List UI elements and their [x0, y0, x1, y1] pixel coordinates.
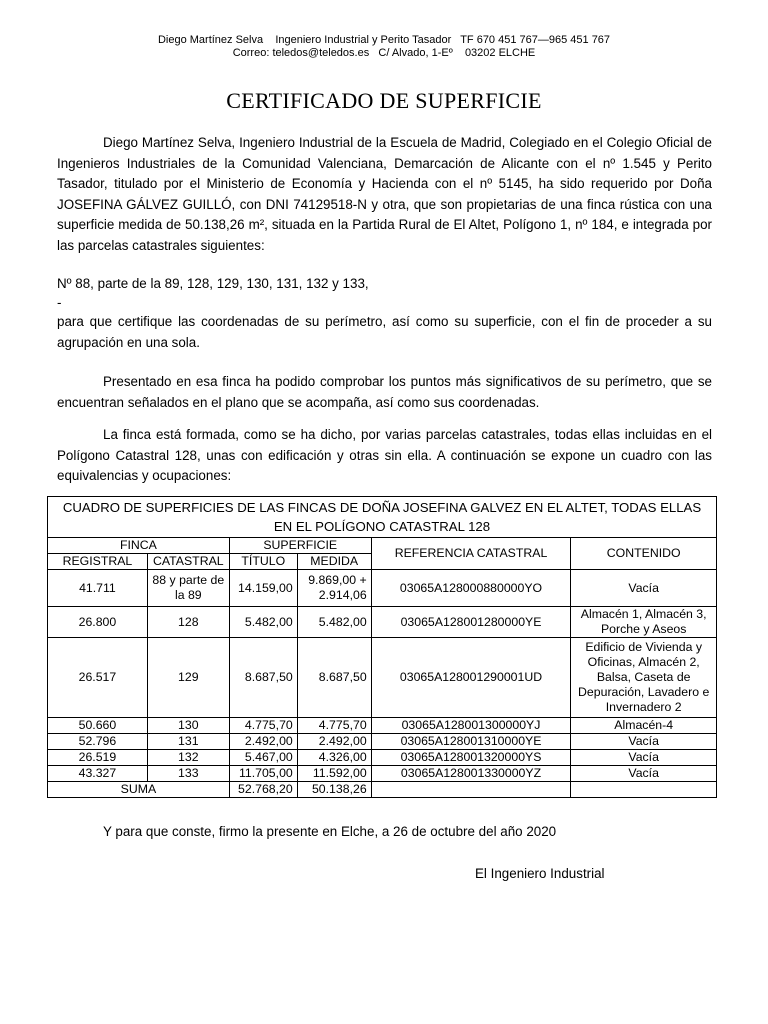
cell-titulo: 14.159,00 [229, 570, 297, 607]
cell-referencia: 03065A128001320000YS [371, 750, 571, 766]
cell-catastral: 132 [147, 750, 229, 766]
cell-medida: 4.775,70 [297, 718, 371, 734]
header-medida: MEDIDA [297, 554, 371, 570]
cell-registral: 43.327 [48, 766, 148, 782]
inspection-paragraph: Presentado en esa finca ha podido comprobar los puntos más significativos de su perímetro, que se encuentran señalados en el plano que se acompaña, así como sus coordenadas. [57, 374, 712, 410]
cell-medida: 8.687,50 [297, 638, 371, 718]
table-row [48, 607, 717, 638]
cell-registral: 41.711 [48, 570, 148, 607]
cell-medida: 4.326,00 [297, 750, 371, 766]
table-caption-row [48, 497, 717, 538]
header-referencia: REFERENCIA CATASTRAL [371, 538, 571, 570]
dash-line: - [57, 295, 62, 310]
cell-registral: 26.519 [48, 750, 148, 766]
cell-contenido: Edificio de Vivienda y Oficinas, Almacén 2, Balsa, Caseta de Depuración, Lavadero e Invernadero 2 [571, 638, 717, 718]
cell-catastral: 88 y parte de la 89 [147, 570, 229, 607]
cell-registral: 50.660 [48, 718, 148, 734]
sum-label: SUMA [48, 782, 230, 798]
cell-titulo: 5.467,00 [229, 750, 297, 766]
header-contenido: CONTENIDO [571, 538, 717, 570]
letterhead [0, 34, 768, 60]
cell-referencia: 03065A128001280000YE [371, 607, 571, 638]
cell-titulo: 4.775,70 [229, 718, 297, 734]
cell-catastral: 128 [147, 607, 229, 638]
cell-titulo: 2.492,00 [229, 734, 297, 750]
cell-registral: 52.796 [48, 734, 148, 750]
cell-titulo: 5.482,00 [229, 607, 297, 638]
cell-referencia: 03065A128001300000YJ [371, 718, 571, 734]
sum-titulo: 52.768,20 [229, 782, 297, 798]
table-group-header-row [48, 538, 717, 554]
composition-paragraph: La finca está formada, como se ha dicho, por varias parcelas catastrales, todas ellas incluidas en el Polígono Catastral 128, unas con edificación y otras sin ella. A continuación se expone un cuadro con las equivalencias y ocupaciones: [57, 427, 712, 483]
surface-table [47, 496, 717, 798]
sum-empty-referencia [371, 782, 571, 798]
cell-referencia: 03065A128001290001UD [371, 638, 571, 718]
table-row [48, 734, 717, 750]
cell-referencia: 03065A128001310000YE [371, 734, 571, 750]
header-finca: FINCA [48, 538, 230, 554]
cell-titulo: 8.687,50 [229, 638, 297, 718]
cell-referencia: 03065A128000880000YO [371, 570, 571, 607]
cell-contenido: Vacía [571, 570, 717, 607]
table-row [48, 750, 717, 766]
table-row [48, 638, 717, 718]
cell-contenido: Almacén-4 [571, 718, 717, 734]
cell-titulo: 11.705,00 [229, 766, 297, 782]
table-row [48, 766, 717, 782]
header-catastral: CATASTRAL [147, 554, 229, 570]
cell-contenido: Almacén 1, Almacén 3, Porche y Aseos [571, 607, 717, 638]
cell-registral: 26.517 [48, 638, 148, 718]
table-row [48, 718, 717, 734]
cell-registral: 26.800 [48, 607, 148, 638]
table-row [48, 570, 717, 607]
cell-medida: 9.869,00 + 2.914,06 [297, 570, 371, 607]
table-sum-row [48, 782, 717, 798]
letterhead-line-2: Correo: teledos@teledos.es C/ Alvado, 1-Eº 03202 ELCHE [232, 47, 536, 59]
sum-empty-contenido [571, 782, 717, 798]
cell-contenido: Vacía [571, 750, 717, 766]
header-titulo: TÍTULO [229, 554, 297, 570]
cell-catastral: 130 [147, 718, 229, 734]
header-registral: REGISTRAL [48, 554, 148, 570]
cell-referencia: 03065A128001330000YZ [371, 766, 571, 782]
purpose-paragraph: para que certifique las coordenadas de su perímetro, así como su superficie, con el fin de proceder a su agrupación en una sola. [57, 314, 712, 350]
sum-medida: 50.138,26 [297, 782, 371, 798]
cell-catastral: 133 [147, 766, 229, 782]
cell-medida: 5.482,00 [297, 607, 371, 638]
document-title: CERTIFICADO DE SUPERFICIE [226, 88, 542, 113]
cell-contenido: Vacía [571, 734, 717, 750]
letterhead-line-1: Diego Martínez Selva Ingeniero Industrial y Perito Tasador TF 670 451 767—965 451 767 [157, 34, 611, 46]
closing-date-line: Y para que conste, firmo la presente en Elche, a 26 de octubre del año 2020 [103, 824, 557, 839]
table-caption: CUADRO DE SUPERFICIES DE LAS FINCAS DE DOÑA JOSEFINA GALVEZ EN EL ALTET, TODAS ELLAS EN EL POLÍGONO CATASTRAL 128 [48, 497, 717, 538]
cell-medida: 2.492,00 [297, 734, 371, 750]
cell-catastral: 129 [147, 638, 229, 718]
signer-title: El Ingeniero Industrial [475, 866, 605, 881]
cell-catastral: 131 [147, 734, 229, 750]
parcel-list: Nº 88, parte de la 89, 128, 129, 130, 131, 132 y 133, [57, 276, 369, 291]
cell-contenido: Vacía [571, 766, 717, 782]
header-superficie: SUPERFICIE [229, 538, 371, 554]
intro-paragraph: Diego Martínez Selva, Ingeniero Industrial de la Escuela de Madrid, Colegiado en el Colegio Oficial de Ingenieros Industriales de la Comunidad Valenciana, Demarcación de Alicante con el nº 1.545 y Perito Tasador, titulado por el Ministerio de Economía y Hacienda con el nº 5145, ha sido requerido por Doña JOSEFINA GÁLVEZ GUILLÓ, con DNI 74129518-N y otra, que son propietarias de una finca rústica con una superficie medida de 50.138,26 m², situada en la Partida Rural de El Altet, Polígono 1, nº 184, e integrada por las parcelas catastrales siguientes: [57, 135, 712, 253]
cell-medida: 11.592,00 [297, 766, 371, 782]
